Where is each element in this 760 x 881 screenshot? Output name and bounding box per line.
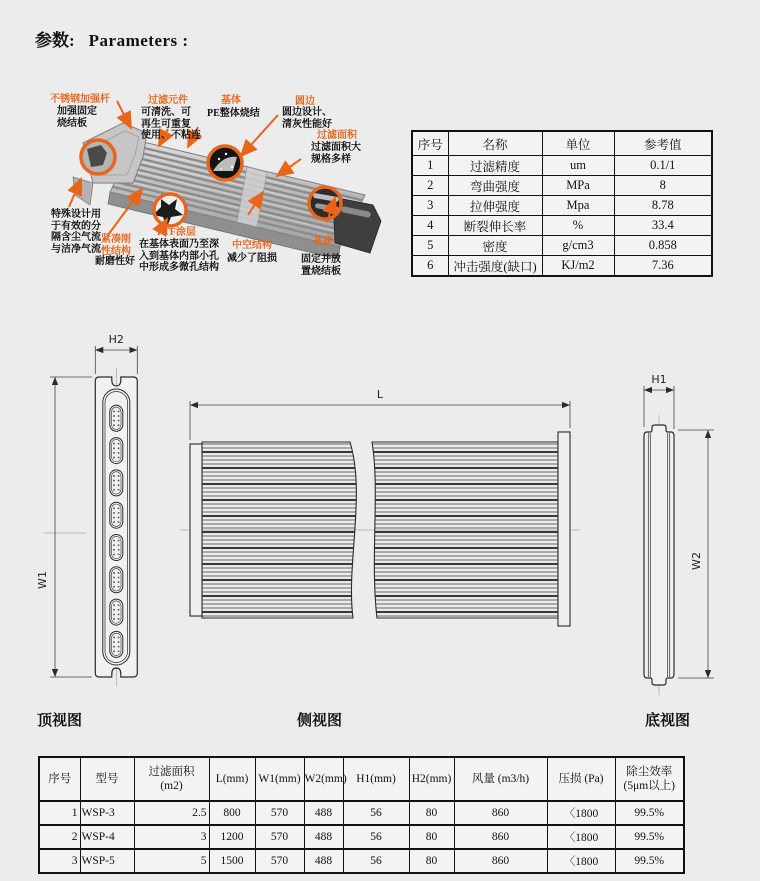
param-row (412, 176, 712, 196)
dim-label-l: L (376, 388, 384, 401)
param-cell: 冲击强度(缺口) (448, 256, 542, 277)
spec-cell: 〈1800 (547, 849, 615, 873)
side-view-right-block (372, 442, 558, 618)
param-row (412, 216, 712, 236)
product-photo (35, 85, 400, 300)
side-view-right-tab (558, 432, 570, 626)
spec-cell: 56 (343, 825, 409, 849)
spec-header-cell: 型号 (80, 757, 134, 801)
param-cell: MPa (542, 176, 614, 196)
param-cell: 7.36 (614, 256, 712, 277)
spec-header-cell: 风量 (m3/h) (454, 757, 547, 801)
spec-row (39, 849, 684, 873)
callout-title-round-edge: 圆边 (295, 96, 315, 107)
callout-desc-compact: 耐磨性好 (95, 256, 135, 267)
callout-desc-base: 固定并放 置烧结板 (301, 254, 341, 277)
spec-cell: 3 (134, 825, 209, 849)
param-header-cell: 参考值 (614, 131, 712, 156)
label-bottom-view: 底视图 (645, 713, 691, 729)
dim-label-w1: W1 (36, 571, 49, 589)
param-cell: 弯曲强度 (448, 176, 542, 196)
label-top-view: 顶视图 (37, 713, 83, 729)
specification-table (38, 756, 685, 874)
engineering-drawings (30, 330, 740, 710)
detail-circle-rod (81, 140, 115, 174)
spec-cell: 80 (409, 825, 454, 849)
spec-cell: 2.5 (134, 801, 209, 825)
param-cell: 5 (412, 236, 448, 256)
spec-cell: 5 (134, 849, 209, 873)
spec-header-cell: W1(mm) (255, 757, 304, 801)
param-cell: 1 (412, 156, 448, 176)
param-row (412, 196, 712, 216)
param-header-row (412, 131, 712, 156)
dim-label-h2: H2 (108, 333, 124, 346)
param-cell: 0.1/1 (614, 156, 712, 176)
detail-circle-coating (153, 194, 186, 227)
detail-circle-base (309, 187, 341, 219)
spec-cell: 570 (255, 825, 304, 849)
spec-cell: WSP-3 (80, 801, 134, 825)
callout-title-filter-area: 过滤面积 (317, 130, 357, 141)
param-row (412, 256, 712, 277)
callout-title-matrix: 基体 (221, 95, 241, 106)
spec-cell: 800 (209, 801, 255, 825)
side-view-left-block (202, 442, 356, 618)
spec-cell: 〈1800 (547, 801, 615, 825)
callout-desc-special-design: 特殊设计用 于有效的分 隔含尘气流 与洁净气流 (51, 209, 101, 255)
side-view-dim-lines (190, 401, 570, 440)
spec-cell: 488 (304, 825, 343, 849)
spec-header-cell: 除尘效率 (5μm以上) (615, 757, 684, 801)
param-cell: Mpa (542, 196, 614, 216)
param-cell: 8 (614, 176, 712, 196)
param-cell: 4 (412, 216, 448, 236)
spec-cell: 1200 (209, 825, 255, 849)
spec-cell: 99.5% (615, 825, 684, 849)
param-cell: 密度 (448, 236, 542, 256)
spec-cell: 2 (39, 825, 80, 849)
spec-cell: WSP-5 (80, 849, 134, 873)
spec-header-cell: H1(mm) (343, 757, 409, 801)
detail-circle-fiber (208, 146, 242, 180)
spec-header-cell: H2(mm) (409, 757, 454, 801)
callout-title-steel-rod: 不锈钢加强杆 (50, 94, 110, 105)
spec-cell: 1 (39, 801, 80, 825)
param-cell: 33.4 (614, 216, 712, 236)
spec-cell: 1500 (209, 849, 255, 873)
spec-cell: 80 (409, 801, 454, 825)
spec-cell: 860 (454, 825, 547, 849)
spec-cell: 99.5% (615, 801, 684, 825)
spec-cell: 〈1800 (547, 825, 615, 849)
spec-cell: 570 (255, 801, 304, 825)
page-title-zh: 参数: (35, 31, 75, 50)
spec-header-cell: L(mm) (209, 757, 255, 801)
callout-desc-hollow: 减少了阻损 (227, 253, 277, 264)
param-header-cell: 序号 (412, 131, 448, 156)
callout-desc-filter-element: 可清洗、可 再生可重复 使用、不粘连 (141, 107, 201, 141)
spec-cell: 3 (39, 849, 80, 873)
parameters-table (411, 130, 713, 277)
param-cell: um (542, 156, 614, 176)
spec-cell: 80 (409, 849, 454, 873)
param-cell: 8.78 (614, 196, 712, 216)
param-header-cell: 单位 (542, 131, 614, 156)
callout-title-base: 基座 (313, 236, 333, 247)
param-cell: 断裂伸长率 (448, 216, 542, 236)
param-cell: 2 (412, 176, 448, 196)
spec-cell: 99.5% (615, 849, 684, 873)
spec-cell: 56 (343, 849, 409, 873)
callout-desc-ptf: 在基体表面乃至深 入到基体内部小孔 中形成多微孔结构 (139, 239, 219, 273)
spec-header-cell: 序号 (39, 757, 80, 801)
spec-header-row (39, 757, 684, 801)
callout-desc-filter-area: 过滤面积大 规格多样 (311, 142, 361, 165)
spec-row (39, 825, 684, 849)
callout-desc-matrix: PE整体烧结 (207, 108, 260, 119)
spec-cell: 56 (343, 801, 409, 825)
callout-title-hollow: 中空结构 (232, 240, 272, 251)
param-cell: 过滤精度 (448, 156, 542, 176)
spec-cell: 860 (454, 801, 547, 825)
spec-cell: 488 (304, 849, 343, 873)
param-cell: g/cm3 (542, 236, 614, 256)
side-view-drawing (180, 388, 580, 626)
param-header-cell: 名称 (448, 131, 542, 156)
dim-label-w2: W2 (690, 552, 703, 570)
top-view-drawing (36, 333, 137, 686)
param-row (412, 156, 712, 176)
callout-desc-round-edge: 圆边设计、 清灰性能好 (282, 107, 332, 130)
label-side-view: 侧视图 (297, 713, 343, 729)
dim-label-h1: H1 (651, 373, 667, 386)
param-cell: 3 (412, 196, 448, 216)
spec-header-cell: 过滤面积 (m2) (134, 757, 209, 801)
callout-title-ptf: PTF涂层 (157, 227, 196, 238)
page-title-en: Parameters : (88, 31, 189, 50)
param-cell: 拉伸强度 (448, 196, 542, 216)
spec-cell: 860 (454, 849, 547, 873)
param-cell: KJ/m2 (542, 256, 614, 277)
spec-header-cell: 压损 (Pa) (547, 757, 615, 801)
spec-header-cell: W2(mm) (304, 757, 343, 801)
spec-row (39, 801, 684, 825)
param-cell: 6 (412, 256, 448, 277)
callout-desc-steel-rod: 加强固定 烧结板 (57, 106, 97, 129)
callout-title-filter-element: 过滤元件 (148, 95, 188, 106)
spec-cell: 488 (304, 801, 343, 825)
param-row (412, 236, 712, 256)
spec-cell: WSP-4 (80, 825, 134, 849)
page-title (35, 26, 189, 51)
param-cell: % (542, 216, 614, 236)
callout-title-compact: 紧凑刚 性结构 (101, 234, 131, 257)
side-view-left-tab (190, 444, 202, 616)
spec-cell: 570 (255, 849, 304, 873)
param-cell: 0.858 (614, 236, 712, 256)
bottom-view-drawing (644, 373, 714, 695)
